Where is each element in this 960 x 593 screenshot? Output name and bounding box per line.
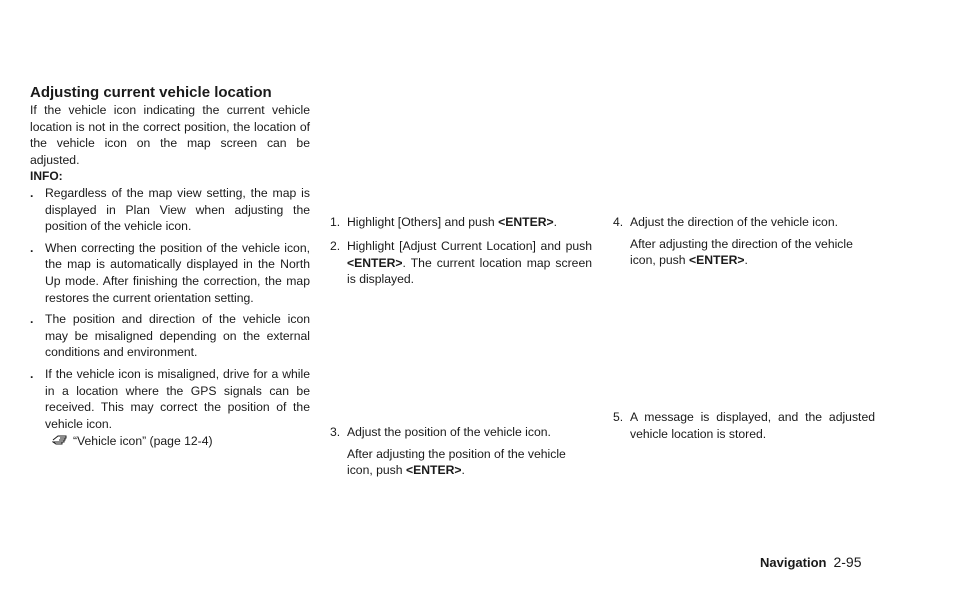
enter-key: <ENTER> [688, 253, 745, 268]
step-number: 5. [613, 410, 624, 424]
bullet-dot: . [30, 240, 34, 255]
step-text: Highlight [Adjust Current Location] and push [347, 239, 592, 253]
bullet-text: The position and direction of the vehicle icon may be misaligned depending on the external conditions and environment. [45, 312, 310, 360]
page-reference[interactable] [30, 433, 310, 450]
step-text: Adjust the position of the vehicle icon. [347, 425, 551, 439]
step-subtext: After adjusting the position of the vehicle icon, push [347, 446, 566, 478]
step-5 [613, 409, 875, 442]
bullet-dot: . [30, 185, 34, 200]
bullet-text: When correcting the position of the vehicle icon, the map is automatically displayed in the North Up mode. After finishing the correction, the map restores the current orientation setting. [45, 240, 310, 305]
footer-section-name: Navigation [760, 555, 827, 570]
bullet-dot: . [30, 366, 34, 381]
enter-key: <ENTER> [347, 255, 403, 270]
step-text: A message is displayed, and the adjusted vehicle location is stored. [630, 410, 875, 441]
info-bullet [30, 366, 310, 432]
info-bullet [30, 240, 310, 306]
step-number: 2. [330, 239, 341, 253]
intro-paragraph: If the vehicle icon indicating the current vehicle location is not in the correct position, the location of the vehicle icon on the map screen can be adjusted. [30, 103, 310, 167]
page-footer [760, 554, 862, 570]
step-subtext: After adjusting the direction of the vehicle icon, push [630, 236, 853, 268]
enter-key: <ENTER> [405, 463, 462, 478]
step-4 [613, 214, 875, 269]
step-text: Adjust the direction of the vehicle icon. [630, 215, 838, 229]
bullet-dot: . [30, 312, 34, 327]
step-number: 1. [330, 215, 341, 229]
step-tail: . [744, 253, 748, 268]
info-bullet [30, 185, 310, 235]
step-number: 4. [613, 215, 624, 229]
step-3 [330, 424, 592, 479]
step-text: Highlight [Others] and push [347, 215, 499, 229]
left-column [30, 84, 310, 450]
step-2 [330, 238, 592, 288]
step-tail: . [553, 215, 558, 229]
step-tail: . The current location map screen is displayed. [347, 255, 592, 287]
enter-key: <ENTER> [498, 215, 554, 229]
step-tail: . [461, 463, 465, 478]
info-label: INFO: [30, 169, 63, 184]
info-bullet [30, 311, 310, 361]
step-number: 3. [330, 425, 341, 439]
reference-text: “Vehicle icon” (page 12-4) [73, 434, 213, 449]
bullet-text: If the vehicle icon is misaligned, drive for a while in a location where the GPS signals can be received. This may correct the position of the vehicle icon. [45, 366, 310, 431]
section-heading: Adjusting current vehicle location [30, 84, 272, 101]
page-number: 2-95 [833, 554, 862, 570]
bullet-text: Regardless of the map view setting, the map is displayed in Plan View when adjusting the position of the vehicle icon. [45, 185, 310, 234]
pointing-hand-icon [52, 433, 73, 450]
step-1 [330, 214, 592, 231]
